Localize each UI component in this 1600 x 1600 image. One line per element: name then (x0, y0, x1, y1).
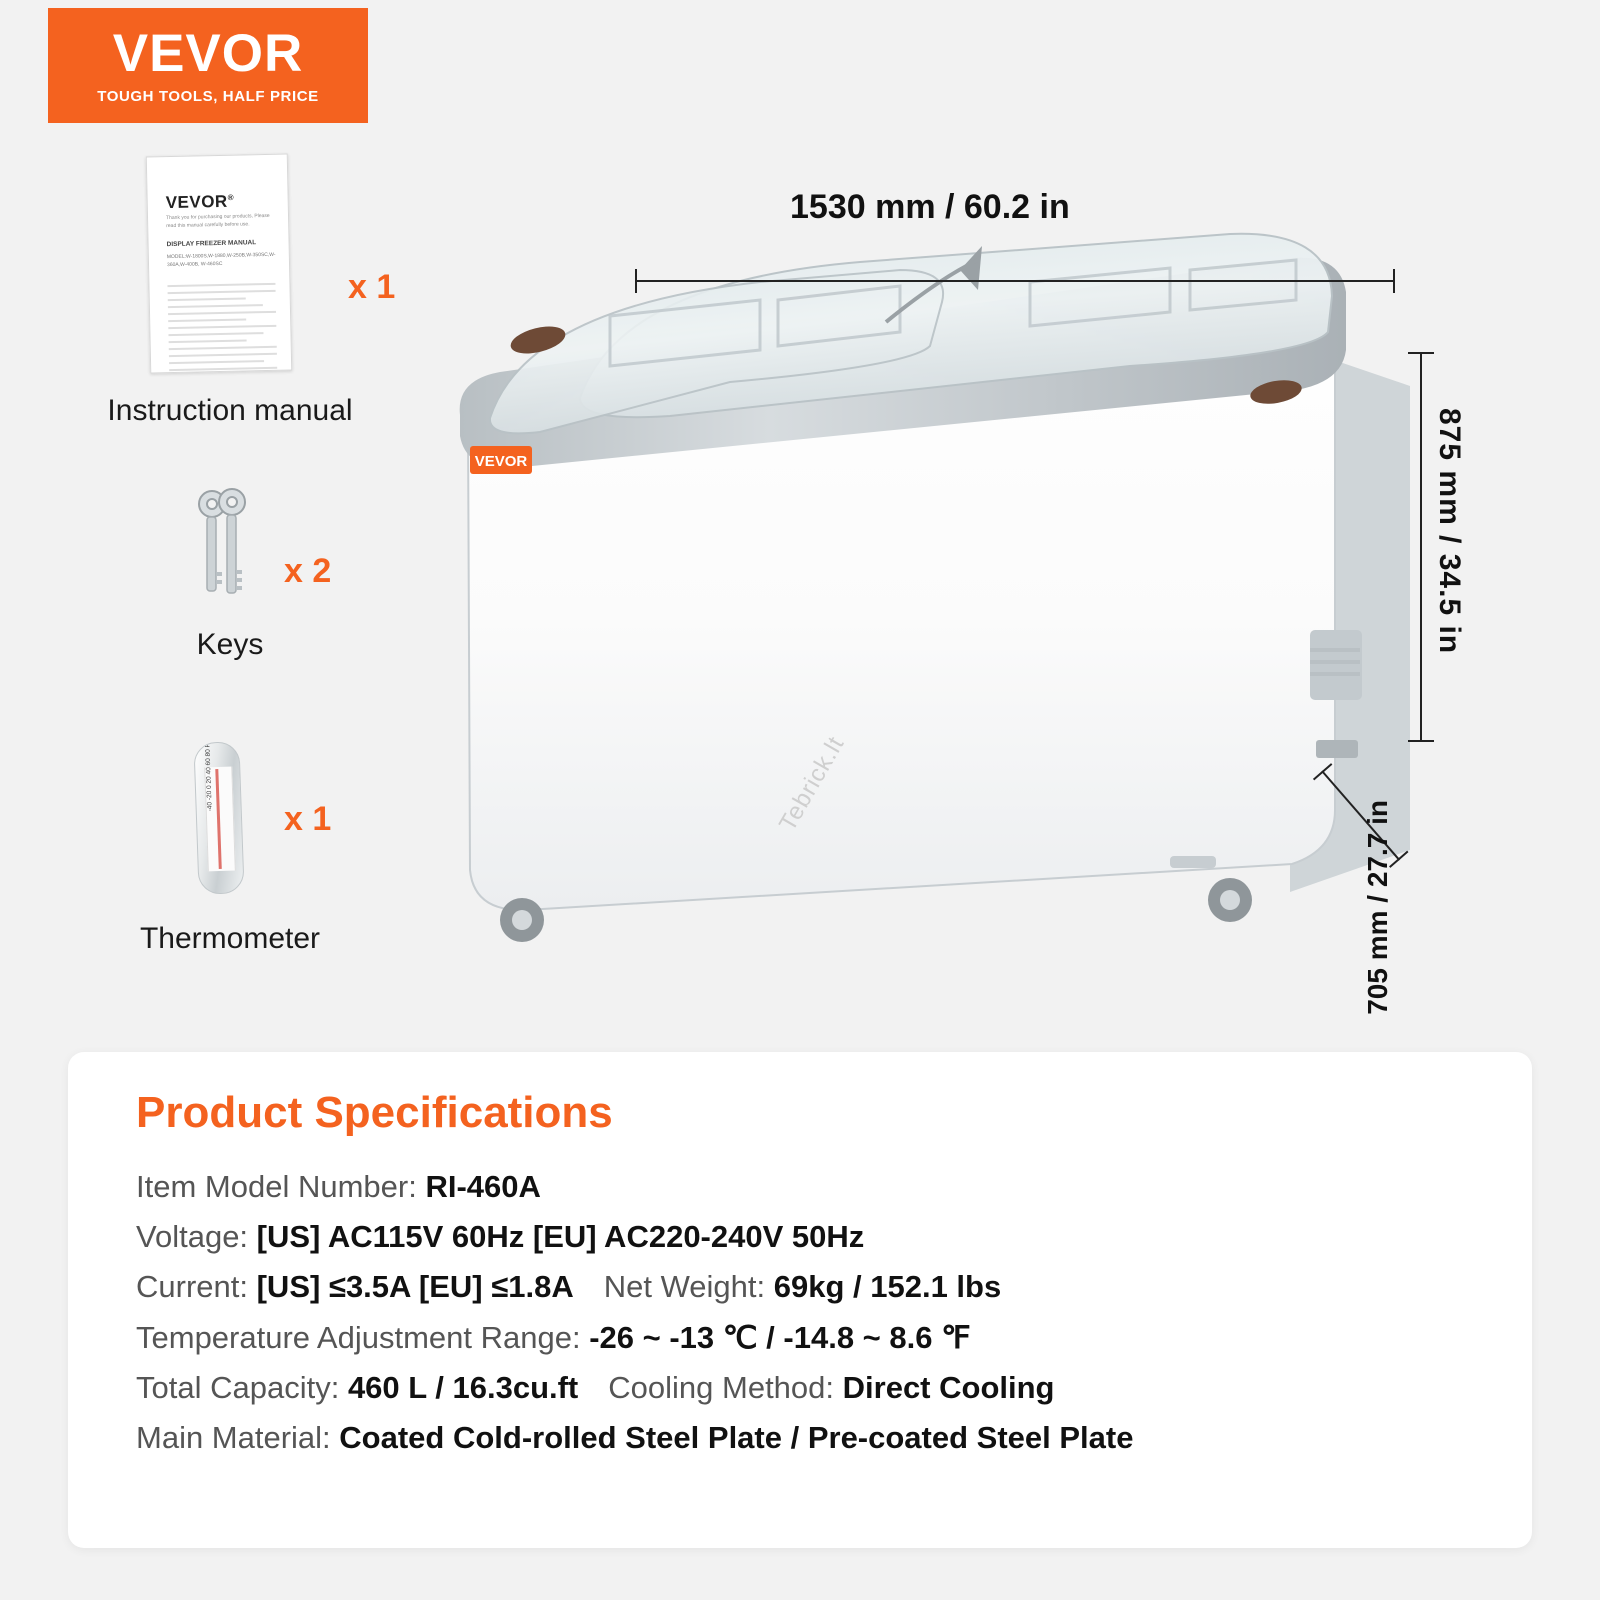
spec-label: Total Capacity: (136, 1369, 348, 1405)
spec-label: Net Weight: (603, 1269, 774, 1305)
spec-row (136, 1363, 1476, 1413)
spec-value: Direct Cooling (842, 1369, 1055, 1405)
instruction-manual-label: Instruction manual (107, 394, 353, 427)
thermometer-scale (206, 787, 214, 811)
width-dimension-line (635, 280, 1395, 282)
height-dimension-label: 875 mm / 34.5 in (1433, 408, 1466, 655)
spec-value: 69kg / 152.1 lbs (773, 1269, 1002, 1305)
spec-value: [US] ≤3.5A [EU] ≤1.8A (256, 1269, 574, 1305)
manual-logo: VEVOR® (165, 191, 235, 213)
thermometer-qty: x 1 (284, 800, 332, 838)
specifications-list (136, 1162, 1476, 1463)
spec-label: Current: (136, 1269, 257, 1305)
instruction-manual-qty: x 1 (348, 268, 396, 306)
spec-row (136, 1162, 1476, 1212)
spec-label: Voltage: (136, 1219, 257, 1255)
manual-subtext: Thank you for purchasing our products, Please read this manual carefully before use. (165, 212, 270, 229)
spec-label: Cooling Method: (608, 1369, 843, 1405)
keys-label: Keys (196, 628, 264, 661)
spec-value: RI-460A (425, 1169, 541, 1204)
spec-value: Coated Cold-rolled Steel Plate / Pre-coated Steel Plate (339, 1420, 1134, 1456)
specifications-title: Product Specifications (136, 1088, 613, 1137)
product-specifications-card (68, 1052, 1532, 1548)
manual-body-lines (167, 283, 277, 374)
brand-name: VEVOR (112, 23, 304, 83)
spec-label: Item Model Number: (136, 1169, 426, 1204)
product-image (430, 150, 1500, 990)
svg-text:VEVOR: VEVOR (474, 453, 528, 470)
watermark: Tebrick.lt (774, 731, 850, 836)
brand-tagline: TOUGH TOOLS, HALF PRICE (97, 87, 319, 105)
width-dimension-label: 1530 mm / 60.2 in (790, 188, 1070, 226)
keys-image (188, 488, 278, 623)
spec-value: 460 L / 16.3cu.ft (347, 1369, 579, 1405)
spec-row (136, 1262, 1476, 1312)
spec-value: [US] AC115V 60Hz [EU] AC220-240V 50Hz (256, 1219, 865, 1255)
spec-row (136, 1212, 1476, 1262)
spec-label: Temperature Adjustment Range: (136, 1319, 590, 1355)
spec-row (136, 1413, 1476, 1463)
thermometer-label: Thermometer (139, 922, 321, 955)
spec-label: Main Material: (136, 1420, 340, 1456)
spec-row (136, 1313, 1476, 1363)
manual-title: DISPLAY FREEZER MANUAL (166, 239, 257, 249)
depth-dimension-label: 705 mm / 27.7 in (1362, 800, 1393, 1015)
manual-model-list: MODEL:W-1800S,W-1880,W-250B,W-350SC,W-360A,W-400B, W-460SC (166, 251, 276, 269)
spec-value: -26 ~ -13 ℃ / -14.8 ~ 8.6 ℉ (589, 1319, 971, 1355)
keys-qty: x 2 (284, 552, 332, 590)
instruction-manual-image (148, 155, 290, 372)
brand-logo (48, 8, 368, 123)
thermometer-image (196, 742, 242, 894)
